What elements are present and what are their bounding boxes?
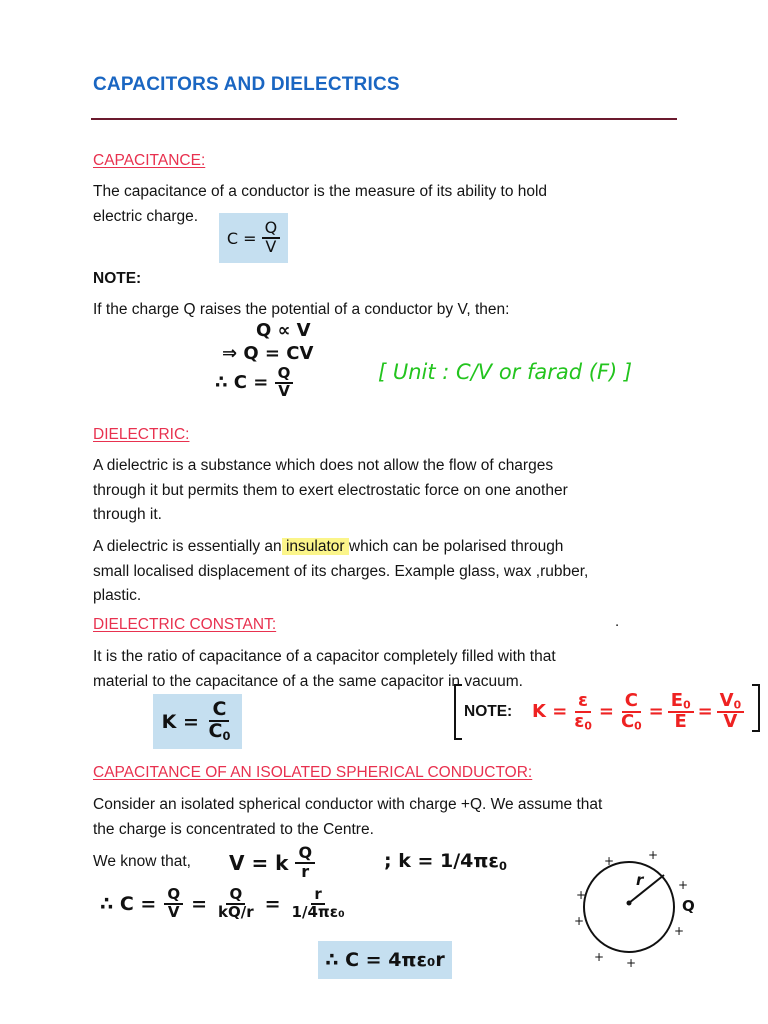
capacitance-formula-box bbox=[219, 213, 288, 263]
formula-numerator: Q bbox=[262, 220, 281, 239]
deriv-f1-num: Q bbox=[164, 887, 183, 905]
eps-den bbox=[571, 710, 595, 733]
title-divider bbox=[91, 118, 677, 120]
deriv-f3-num: r bbox=[311, 887, 324, 905]
c-den-sub: 0 bbox=[634, 719, 642, 733]
k-def-sub: 0 bbox=[498, 858, 507, 873]
eq-q-equals-cv: ⇒ Q = CV bbox=[222, 343, 314, 364]
result-formula-box bbox=[318, 941, 452, 979]
capacitance-definition bbox=[93, 180, 693, 229]
k-fraction bbox=[206, 700, 234, 743]
note-bracket-left bbox=[454, 684, 462, 740]
result-formula: ∴ C = 4πε₀r bbox=[325, 949, 445, 971]
deriv-eq-2: = bbox=[264, 892, 281, 915]
plus-sign: + bbox=[678, 878, 689, 892]
spherical-line-1: Consider an isolated spherical conductor with charge +Q. We assume that bbox=[93, 796, 603, 813]
deriv-lhs: ∴ C = bbox=[100, 892, 157, 915]
deriv-eq-1: = bbox=[191, 892, 208, 915]
sphere-centre-dot bbox=[627, 901, 632, 906]
note-bracket-right bbox=[752, 684, 760, 732]
insulator-line-post: which can be polarised through bbox=[348, 538, 564, 555]
potential-equation bbox=[229, 845, 315, 881]
eq3-fraction bbox=[275, 366, 294, 400]
stray-dot: . bbox=[615, 613, 620, 630]
sphere-outline bbox=[584, 862, 674, 952]
insulator-highlight: insulator bbox=[281, 538, 349, 555]
dielectric-line-1: A dielectric is a substance which does not allow the flow of charges bbox=[93, 457, 554, 474]
v-eq-den: r bbox=[301, 861, 310, 881]
c-den-main: C bbox=[620, 710, 635, 732]
v-lhs: V = k bbox=[229, 850, 289, 875]
v-fraction-q-over-r bbox=[295, 845, 315, 881]
capacitance-derivation bbox=[100, 887, 348, 921]
e-fraction bbox=[668, 692, 694, 732]
k-den-sub: 0 bbox=[222, 728, 231, 743]
c-fraction bbox=[618, 692, 645, 732]
deriv-frac-1 bbox=[164, 887, 183, 921]
e-den: E bbox=[674, 711, 687, 733]
deriv-frac-2 bbox=[215, 887, 257, 921]
k-den bbox=[206, 722, 234, 743]
capacitance-line-1: The capacitance of a conductor is the measure of its ability to hold bbox=[93, 183, 548, 200]
we-know-that: We know that, bbox=[93, 853, 191, 870]
k-num: C bbox=[209, 700, 229, 722]
note-text: If the charge Q raises the potential of a conductor by V, then: bbox=[93, 301, 510, 318]
heading-spherical-conductor: CAPACITANCE OF AN ISOLATED SPHERICAL CONDUCTOR: bbox=[93, 764, 533, 781]
k-definition bbox=[384, 850, 507, 873]
dielectric-constant-formula-box bbox=[153, 694, 242, 749]
heading-dielectric: DIELECTRIC: bbox=[93, 426, 190, 443]
v-den: V bbox=[723, 711, 738, 733]
eps-den-main: ε bbox=[574, 710, 585, 732]
v-eq-num: Q bbox=[295, 845, 315, 864]
formula-lhs: C = bbox=[226, 228, 257, 248]
dielectric-line-3: through it. bbox=[93, 506, 162, 523]
formula-denominator: V bbox=[265, 237, 277, 256]
heading-capacitance: CAPACITANCE: bbox=[93, 152, 206, 169]
deriv-f2-den: kQ/r bbox=[218, 902, 254, 921]
insulator-line-pre: A dielectric is essentially an bbox=[93, 538, 282, 555]
radius-line bbox=[629, 875, 664, 903]
v-num bbox=[717, 692, 744, 713]
plus-sign: + bbox=[594, 950, 605, 964]
e-num-main: E bbox=[670, 690, 684, 711]
dielectric-insulator-paragraph bbox=[93, 535, 693, 609]
k-lhs: K = bbox=[161, 710, 199, 733]
plus-sign: + bbox=[604, 854, 615, 868]
spherical-text bbox=[93, 793, 693, 842]
heading-dielectric-constant: DIELECTRIC CONSTANT: bbox=[93, 616, 277, 633]
dc-note-k: K = bbox=[532, 701, 568, 723]
c-den bbox=[618, 710, 645, 733]
page-title: CAPACITORS AND DIELECTRICS bbox=[93, 74, 400, 95]
eq-c-equals-q-over-v bbox=[215, 366, 293, 400]
dc-line-2: material to the capacitance of a the same capacitor in vacuum. bbox=[93, 672, 523, 690]
capacitance-line-2: electric charge. bbox=[93, 207, 199, 225]
k-den-c: C bbox=[208, 720, 223, 743]
eps-num: ε bbox=[575, 692, 591, 713]
plus-sign: + bbox=[674, 924, 685, 938]
plus-sign: + bbox=[576, 888, 587, 902]
c-num: C bbox=[622, 692, 641, 713]
plus-sign: + bbox=[648, 848, 659, 862]
e-num-sub: 0 bbox=[683, 698, 691, 712]
plus-sign: + bbox=[626, 956, 637, 970]
insulator-line-2: small localised displacement of its charges. Example glass, wax ,rubber, bbox=[93, 562, 589, 580]
dielectric-definition bbox=[93, 454, 693, 528]
eq3-num: Q bbox=[275, 366, 294, 384]
deriv-f3-den: 1/4πε₀ bbox=[291, 902, 345, 921]
dielectric-constant-note bbox=[454, 684, 762, 744]
unit-annotation: [ Unit : C/V or farad (F) ] bbox=[378, 360, 633, 384]
eq-proportional: Q ∝ V bbox=[256, 320, 311, 341]
charge-label: Q bbox=[682, 897, 695, 915]
v-num-sub: 0 bbox=[733, 698, 742, 712]
radius-label: r bbox=[636, 871, 644, 889]
insulator-line-1 bbox=[93, 535, 693, 560]
eq3-den: V bbox=[278, 381, 290, 400]
note-label: NOTE: bbox=[93, 270, 142, 287]
spherical-line-2: the charge is concentrated to the Centre. bbox=[93, 820, 374, 838]
eq-sign-2: = bbox=[648, 701, 664, 723]
dc-note-label: NOTE: bbox=[464, 703, 513, 720]
eps-den-sub: 0 bbox=[584, 719, 592, 733]
deriv-f2-num: Q bbox=[226, 887, 245, 905]
e-num bbox=[668, 692, 694, 713]
eq-sign-1: = bbox=[598, 701, 614, 723]
v-fraction bbox=[717, 692, 744, 732]
eq3-lhs: ∴ C = bbox=[215, 372, 269, 394]
deriv-f1-den: V bbox=[167, 902, 180, 921]
formula-fraction bbox=[262, 220, 281, 256]
dc-line-1: It is the ratio of capacitance of a capacitor completely filled with that bbox=[93, 648, 556, 665]
plus-sign: + bbox=[574, 914, 585, 928]
v-num-main: V bbox=[719, 690, 734, 711]
sphere-diagram bbox=[570, 845, 700, 970]
dc-note-equation bbox=[532, 692, 744, 732]
insulator-line-3: plastic. bbox=[93, 587, 142, 604]
dielectric-line-2: through it but permits them to exert electrostatic force on one another bbox=[93, 481, 568, 499]
eq-sign-3: = bbox=[697, 701, 713, 723]
eps-fraction bbox=[571, 692, 595, 732]
k-def-text: ; k = 1/4πε bbox=[384, 850, 499, 872]
deriv-frac-3 bbox=[289, 887, 348, 921]
